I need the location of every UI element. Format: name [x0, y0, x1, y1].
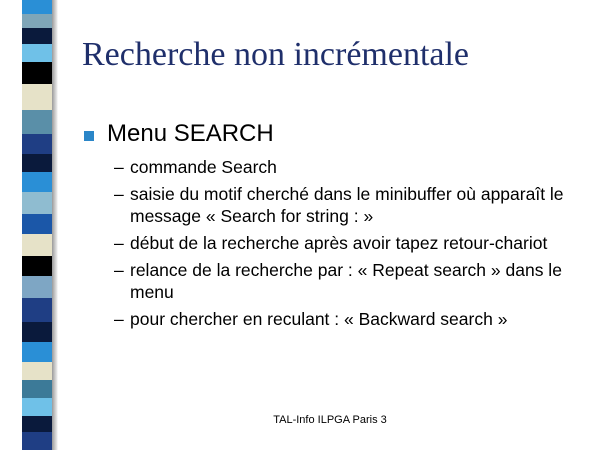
- sub-bullet-text: relance de la recherche par : « Repeat search » dans le menu: [130, 260, 562, 302]
- stripe-block: [22, 110, 52, 134]
- dash-icon: –: [114, 309, 124, 329]
- stripe-block: [22, 362, 52, 380]
- stripe-block: [22, 172, 52, 192]
- stripe-block: [22, 256, 52, 276]
- sub-bullet-text: début de la recherche après avoir tapez retour-chariot: [130, 233, 548, 253]
- dash-icon: –: [114, 184, 124, 204]
- sub-bullet-text: pour chercher en reculant : « Backward search »: [130, 309, 508, 329]
- stripe-block: [22, 14, 52, 28]
- stripe-block: [22, 380, 52, 398]
- slide-title: Recherche non incrémentale: [82, 36, 470, 73]
- stripe-block: [22, 276, 52, 298]
- stripe-block: [22, 134, 52, 154]
- main-bullet-text: Menu SEARCH: [107, 120, 274, 147]
- stripe-block: [22, 28, 52, 44]
- stripe-block: [22, 322, 52, 342]
- stripe-block: [22, 62, 52, 84]
- dash-icon: –: [114, 233, 124, 253]
- sub-bullet: [114, 183, 574, 227]
- stripe-block: [22, 432, 52, 450]
- sub-bullet: [114, 156, 574, 178]
- sub-bullet-text: saisie du motif cherché dans le minibuffer où apparaît le message « Search for string : »: [130, 184, 564, 226]
- stripe-block: [22, 44, 52, 62]
- main-bullet: [84, 120, 274, 148]
- decorative-stripe: [0, 0, 62, 450]
- stripe-block: [22, 214, 52, 234]
- sub-bullet-list: [114, 156, 574, 335]
- stripe-block: [22, 0, 52, 14]
- stripe-blocks: [22, 0, 52, 450]
- dash-icon: –: [114, 157, 124, 177]
- sub-bullet: [114, 308, 574, 330]
- stripe-block: [22, 192, 52, 214]
- sub-bullet-text: commande Search: [130, 157, 277, 177]
- stripe-shadow: [52, 0, 58, 450]
- stripe-block: [22, 298, 52, 322]
- stripe-block: [22, 154, 52, 172]
- slide-footer: TAL-Info ILPGA Paris 3: [273, 414, 387, 426]
- stripe-block: [22, 84, 52, 110]
- dash-icon: –: [114, 260, 124, 280]
- square-bullet-icon: [84, 131, 94, 141]
- sub-bullet: [114, 259, 574, 303]
- sub-bullet: [114, 232, 574, 254]
- stripe-block: [22, 234, 52, 256]
- stripe-block: [22, 342, 52, 362]
